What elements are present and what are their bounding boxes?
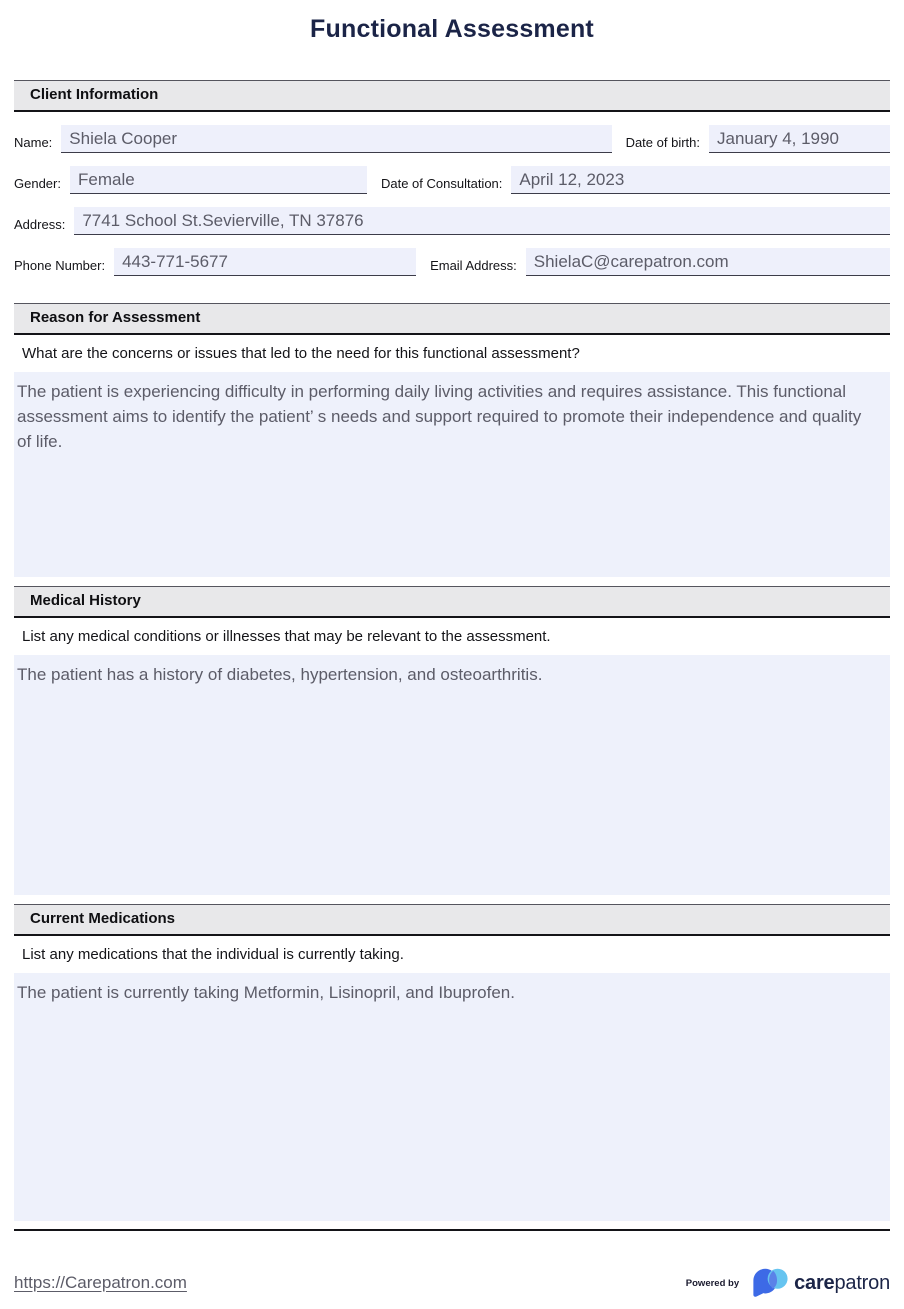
footer [14, 1265, 890, 1301]
footer-divider [14, 1229, 890, 1231]
section-header-current-medications: Current Medications [14, 904, 890, 936]
email-field[interactable]: ShielaC@carepatron.com [526, 248, 890, 276]
dob-field[interactable]: January 4, 1990 [709, 125, 890, 153]
dob-label: Date of birth: [625, 135, 700, 150]
carepatron-logo [686, 1265, 890, 1301]
brand-regular-part: patron [834, 1271, 890, 1294]
reason-prompt: What are the concerns or issues that led to the need for this functional assessment? [22, 345, 580, 362]
client-info-row-2 [14, 166, 890, 194]
address-field[interactable]: 7741 School St.Sevierville, TN 37876 [74, 207, 890, 235]
address-label: Address: [14, 217, 66, 232]
name-field[interactable]: Shiela Cooper [61, 125, 611, 153]
carepatron-wordmark [794, 1272, 890, 1295]
medications-prompt: List any medications that the individual is currently taking. [22, 946, 404, 963]
section-header-client-information: Client Information [14, 80, 890, 112]
client-info-row-3 [14, 207, 890, 235]
section-header-reason-for-assessment: Reason for Assessment [14, 303, 890, 335]
client-info-row-1 [14, 125, 890, 153]
gender-label: Gender: [14, 176, 61, 191]
client-info-row-4 [14, 248, 890, 276]
page-title: Functional Assessment [310, 15, 594, 43]
medical-history-textarea[interactable]: The patient has a history of diabetes, hypertension, and osteoarthritis. [14, 655, 890, 895]
name-label: Name: [14, 135, 53, 150]
consultation-date-field[interactable]: April 12, 2023 [511, 166, 890, 194]
phone-field[interactable]: 443-771-5677 [114, 248, 416, 276]
medications-textarea[interactable]: The patient is currently taking Metformin, Lisinopril, and Ibuprofen. [14, 973, 890, 1221]
consultation-date-label: Date of Consultation: [380, 176, 503, 191]
gender-field[interactable]: Female [70, 166, 367, 194]
medical-history-prompt: List any medical conditions or illnesses that may be relevant to the assessment. [22, 628, 551, 645]
phone-label: Phone Number: [14, 258, 106, 273]
powered-by-label: Powered by [685, 1277, 740, 1289]
email-label: Email Address: [430, 258, 517, 273]
reason-textarea[interactable]: The patient is experiencing difficulty in performing daily living activities and requires assistance. This functional assessment aims to identify the patient’ s needs and support required to promote their independence and quality of life. [14, 372, 890, 577]
section-header-medical-history: Medical History [14, 586, 890, 618]
brand-bold-part: care [794, 1271, 835, 1294]
carepatron-logo-icon [751, 1265, 789, 1301]
footer-link[interactable]: https://Carepatron.com [14, 1273, 187, 1292]
